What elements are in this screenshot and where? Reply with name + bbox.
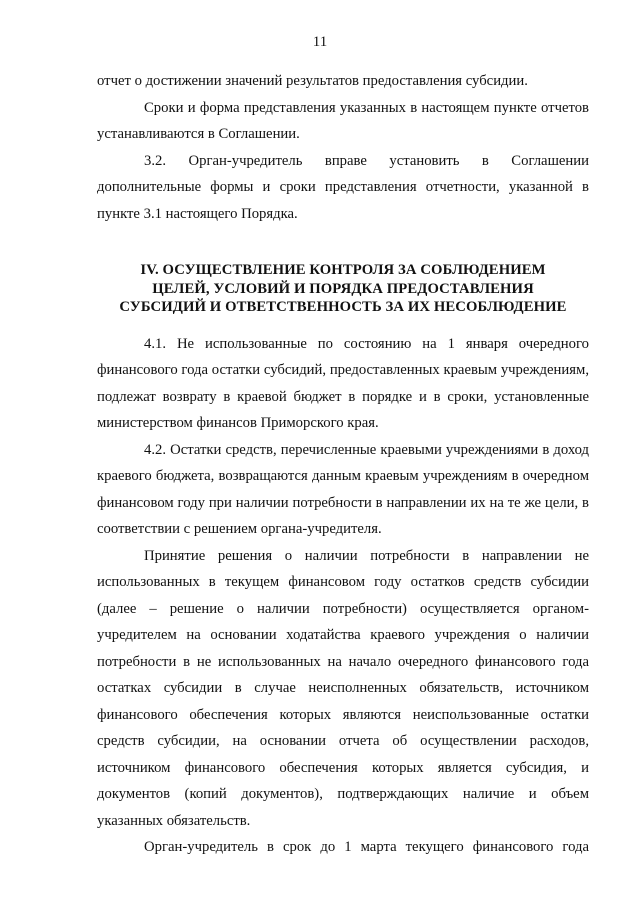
paragraph-3-2: 3.2. Орган-учредитель вправе установить в Соглашении дополнительные формы и сроки представления отчетности, указанной в пункте 3.1 настоящего Порядка. xyxy=(97,152,589,222)
document-body xyxy=(97,68,589,861)
paragraph-report-achievement: отчет о достижении значений результатов предоставления субсидии. xyxy=(97,73,528,89)
paragraph-report-deadlines: Сроки и форма представления указанных в настоящем пункте отчетов устанавливаются в Соглашении. xyxy=(97,99,589,142)
section-heading-line: СУБСИДИЙ И ОТВЕТСТВЕННОСТЬ ЗА ИХ НЕСОБЛЮДЕНИЕ xyxy=(119,299,567,315)
section-heading-line: ЦЕЛЕЙ, УСЛОВИЙ И ПОРЯДКА ПРЕДОСТАВЛЕНИЯ xyxy=(152,280,534,297)
section-heading-iv xyxy=(97,261,589,317)
paragraph-4-2: 4.2. Остатки средств, перечисленные краевыми учреждениями в доход краевого бюджета, возвращаются данным краевым учреждениям в очередном финансовом году при наличии потребности в направлении их на те же цели, в соответствии с решением органа-учредителя. xyxy=(97,441,589,537)
section-heading-line: IV. ОСУЩЕСТВЛЕНИЕ КОНТРОЛЯ ЗА СОБЛЮДЕНИЕМ xyxy=(140,262,546,278)
paragraph-march-deadline: Орган-учредитель в срок до 1 марта текущего финансового года xyxy=(144,839,589,855)
paragraph-decision-procedure: Принятие решения о наличии потребности в направлении не использованных в текущем финансовом году остатков средств субсидии (далее – решение о наличии потребности) осуществляется органом-учредителем на основании ходатайства краевого учреждения о наличии потребности в не использованных на начало очередного финансового года остатках субсидии в случае неисполненных обязательств, источником финансового обеспечения которых являются неиспользованные остатки средств субсидии, на основании отчета об осуществлении расходов, источником финансового обеспечения которых является субсидия, и документов (копий документов), подтверждающих наличие и объем указанных обязательств. xyxy=(97,547,589,829)
paragraph-4-1: 4.1. Не использованные по состоянию на 1 января очередного финансового года остатки субсидий, предоставленных краевым учреждениям, подлежат возврату в краевой бюджет в порядке и в сроки, установленные министерством финансов Приморского края. xyxy=(97,335,589,431)
page-number: 11 xyxy=(312,34,328,50)
